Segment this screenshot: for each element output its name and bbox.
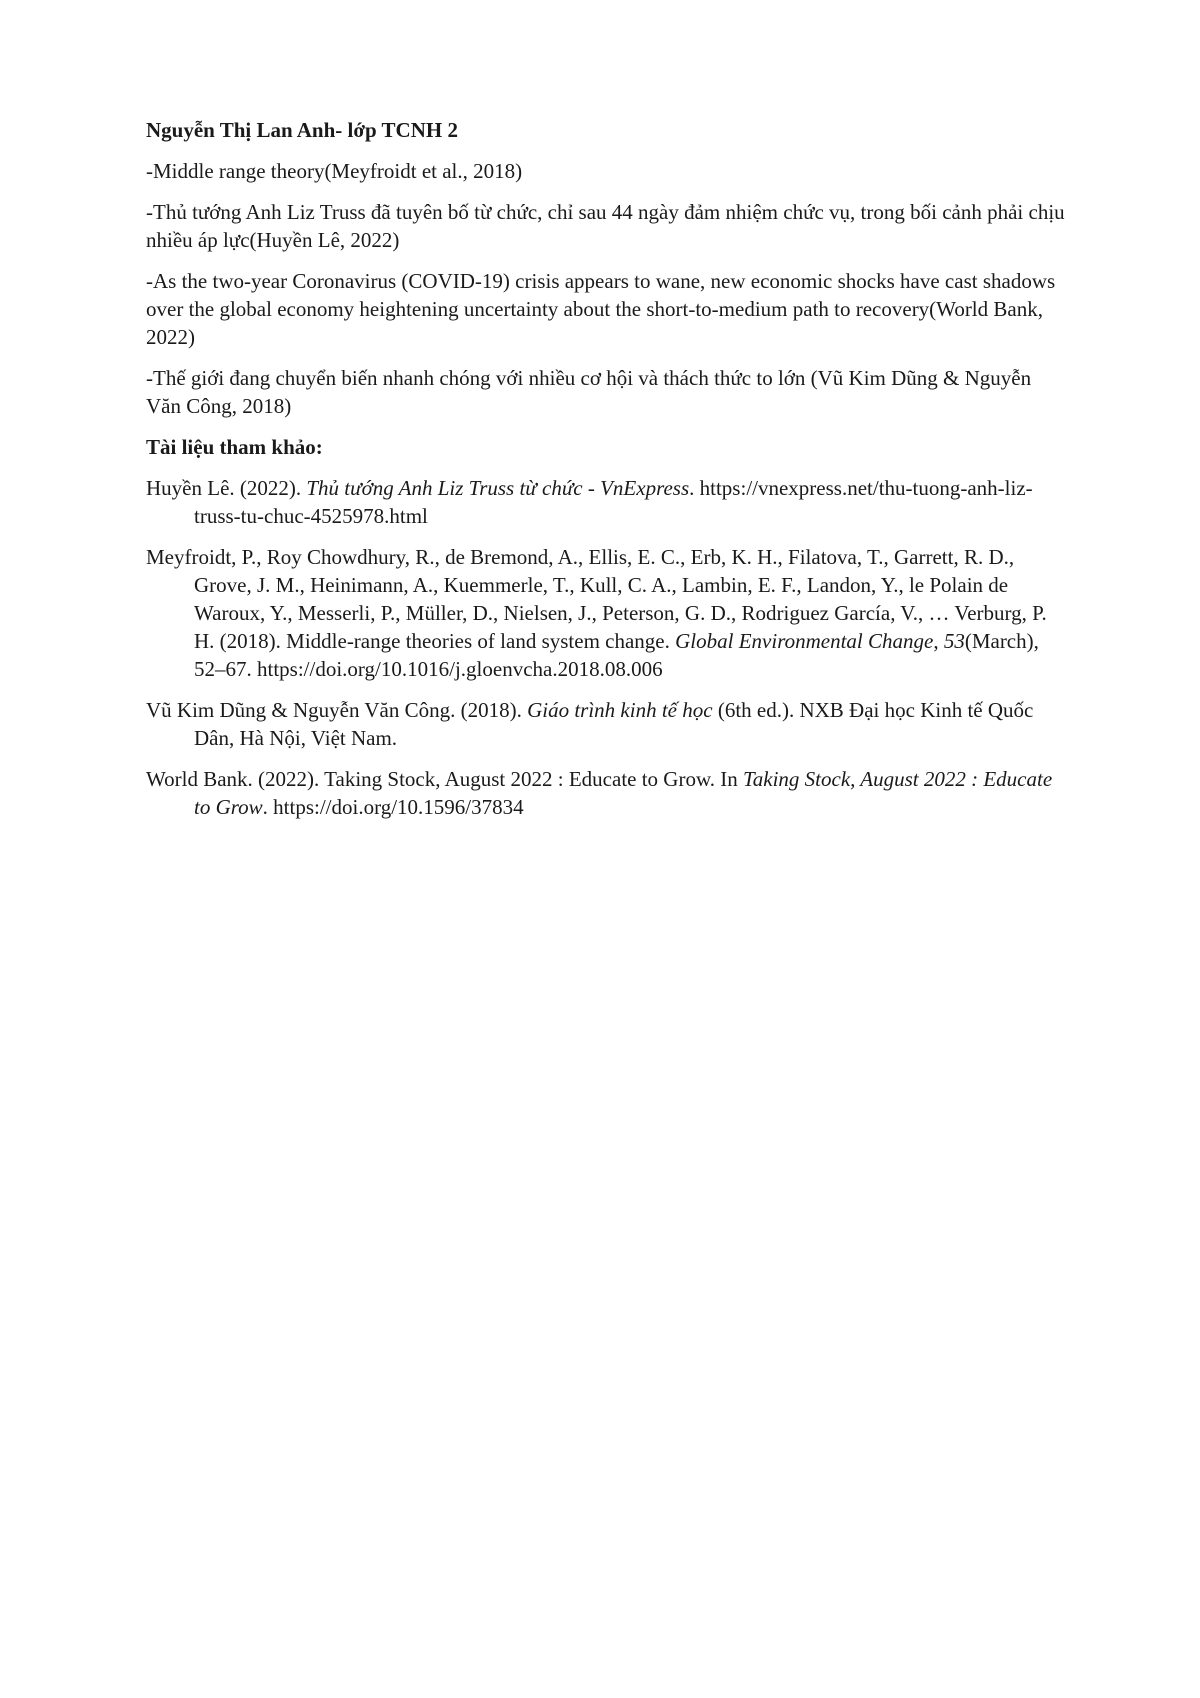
reference-title: Taking Stock, August 2022 : Educate to Grow	[194, 767, 1053, 819]
reference-text: Meyfroidt, P., Roy Chowdhury, R., de Bremond, A., Ellis, E. C., Erb, K. H., Filatova, T., Garrett, R. D., Grove, J. M., Heinimann, A., Kuemmerle, T., Kull, C. A., Lambin, E. F., Landon, Y., le Polain de Waroux, Y., Messerli, P., Müller, D., Nielsen, J., Peterson, G. D., Rodriguez García, V., … Verburg, P. H. (2018). Middle-range theories of land system change.	[146, 545, 1047, 653]
reference-world-bank	[146, 765, 1066, 821]
reference-title: Thủ tướng Anh Liz Truss từ chức - VnExpress	[306, 476, 690, 500]
reference-text: Huyền Lê. (2022).	[146, 476, 307, 500]
paragraph-liz-truss: -Thủ tướng Anh Liz Truss đã tuyên bố từ chức, chỉ sau 44 ngày đảm nhiệm chức vụ, trong bối cảnh phải chịu nhiều áp lực(Huyền Lê, 2022)	[146, 200, 1065, 252]
document-body	[146, 116, 1066, 834]
paragraph-covid: -As the two-year Coronavirus (COVID-19) crisis appears to wane, new economic shocks have cast shadows over the global economy heightening uncertainty about the short-to-medium path to recovery(World Bank, 2022)	[146, 269, 1056, 349]
reference-meyfroidt	[146, 543, 1066, 683]
reference-text: ,	[933, 629, 944, 653]
reference-text: World Bank. (2022). Taking Stock, August 2022 : Educate to Grow. In	[146, 767, 744, 791]
reference-text: (6th ed.). NXB Đại học Kinh tế Quốc Dân, Hà Nội, Việt Nam.	[194, 698, 1034, 750]
reference-huyen-le	[146, 474, 1066, 530]
reference-text: . https://doi.org/10.1596/37834	[262, 795, 524, 819]
reference-volume: 53	[943, 629, 965, 653]
reference-text: (March), 52–67. https://doi.org/10.1016/j.gloenvcha.2018.08.006	[194, 629, 1039, 681]
reference-title: Giáo trình kinh tế học	[527, 698, 713, 722]
reference-vu-kim-dung	[146, 696, 1066, 752]
reference-text: . https://vnexpress.net/thu-tuong-anh-liz-truss-tu-chuc-4525978.html	[194, 476, 1033, 528]
references-heading: Tài liệu tham khảo:	[146, 435, 323, 459]
author-heading: Nguyễn Thị Lan Anh- lớp TCNH 2	[146, 118, 458, 142]
reference-text: Vũ Kim Dũng & Nguyễn Văn Công. (2018).	[146, 698, 528, 722]
paragraph-world-change: -Thế giới đang chuyển biến nhanh chóng với nhiều cơ hội và thách thức to lớn (Vũ Kim Dũng & Nguyễn Văn Công, 2018)	[146, 366, 1032, 418]
paragraph-middle-range: -Middle range theory(Meyfroidt et al., 2018)	[146, 159, 523, 183]
reference-journal: Global Environmental Change	[675, 629, 934, 653]
